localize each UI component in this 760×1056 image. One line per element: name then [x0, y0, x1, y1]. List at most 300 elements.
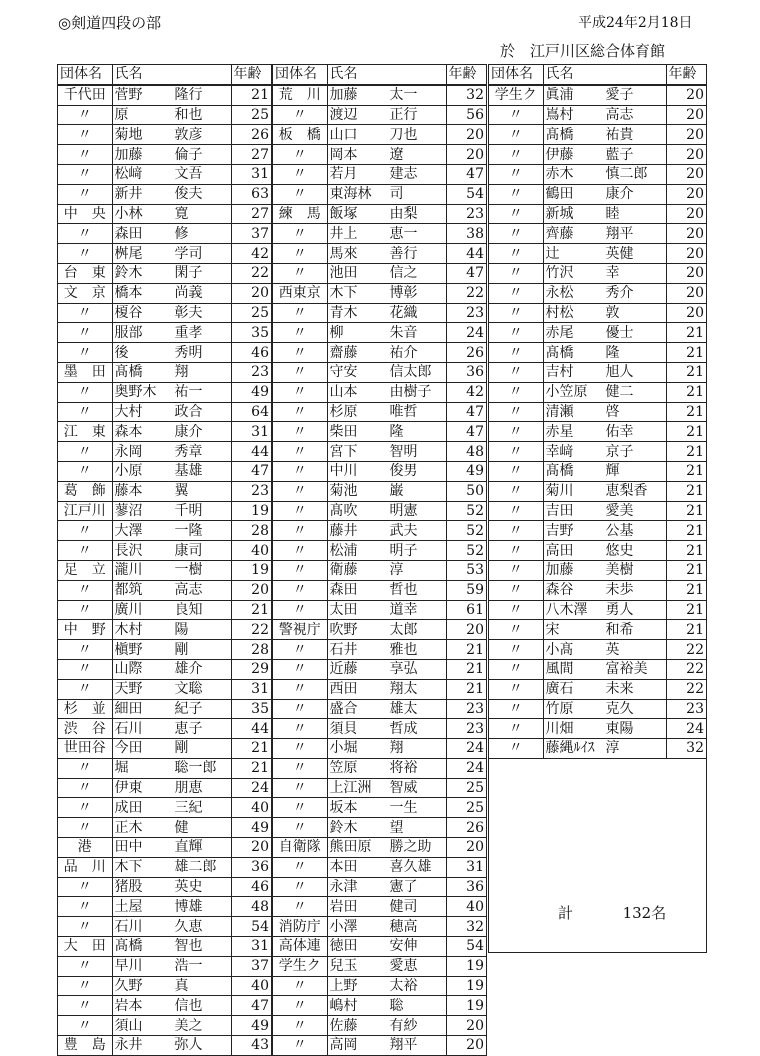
age-cell: 40 — [231, 976, 271, 996]
family-name: 竹原 — [545, 700, 574, 717]
family-name: 小原 — [114, 463, 143, 480]
given-name: 久恵 — [174, 918, 203, 935]
age-cell: 61 — [446, 600, 486, 620]
group-cell: 消防庁 — [273, 917, 327, 937]
roster-table — [58, 65, 271, 1056]
age-cell: 22 — [666, 640, 706, 660]
group-cell: 千代田 — [58, 85, 112, 105]
name-cell — [327, 917, 446, 937]
age-cell: 21 — [231, 600, 271, 620]
age-cell: 46 — [231, 877, 271, 897]
age-cell: 19 — [446, 956, 486, 976]
age-cell: 52 — [446, 501, 486, 521]
header-name: 氏名 — [543, 65, 666, 85]
name-cell — [543, 461, 666, 481]
age-cell: 29 — [231, 659, 271, 679]
table-row — [58, 778, 271, 798]
family-name: 吉野 — [545, 522, 574, 539]
age-cell: 43 — [231, 1036, 271, 1056]
given-name: 幸 — [605, 265, 620, 282]
name-cell — [112, 956, 231, 976]
family-name: 今田 — [114, 740, 143, 757]
family-name: 大澤 — [114, 522, 143, 539]
age-cell: 26 — [231, 125, 271, 145]
given-name: 藍子 — [605, 146, 634, 163]
given-name: 啓 — [605, 403, 620, 420]
group-cell: 〃 — [58, 818, 112, 838]
group-cell: 品 川 — [58, 857, 112, 877]
family-name: 井上 — [329, 225, 358, 242]
age-cell: 28 — [231, 521, 271, 541]
family-name: 木村 — [114, 621, 143, 638]
table-row — [273, 263, 486, 283]
name-cell — [112, 699, 231, 719]
name-cell — [112, 461, 231, 481]
age-cell: 24 — [231, 778, 271, 798]
table-row — [273, 1036, 486, 1056]
family-name: 小髙 — [545, 641, 574, 658]
given-name: 佑幸 — [605, 423, 634, 440]
table-row — [273, 917, 486, 937]
header-row — [489, 65, 706, 85]
name-cell — [543, 283, 666, 303]
age-cell: 52 — [446, 541, 486, 561]
family-name: 赤星 — [545, 423, 574, 440]
name-cell — [327, 659, 446, 679]
given-name: 慎二郎 — [605, 166, 648, 183]
name-cell — [327, 461, 446, 481]
table-row — [489, 85, 706, 105]
table-row — [273, 85, 486, 105]
family-name: 大村 — [114, 403, 143, 420]
table-row — [58, 501, 271, 521]
given-name: 敦 — [605, 304, 620, 321]
name-cell — [543, 362, 666, 382]
header-age: 年齢 — [231, 65, 271, 85]
family-name: 鶴田 — [545, 186, 574, 203]
group-cell: 〃 — [58, 640, 112, 660]
family-name: 菊池 — [329, 483, 358, 500]
event-venue: 於 江戸川区総合体育館 — [500, 42, 666, 60]
table-row — [273, 679, 486, 699]
family-name: 山口 — [329, 126, 358, 143]
family-name: 新井 — [114, 186, 143, 203]
family-name: 太田 — [329, 601, 358, 618]
name-cell — [327, 719, 446, 739]
age-cell: 21 — [666, 323, 706, 343]
age-cell: 20 — [666, 125, 706, 145]
family-name: 猪股 — [114, 879, 143, 896]
age-cell: 23 — [666, 699, 706, 719]
name-cell — [112, 778, 231, 798]
age-cell: 49 — [231, 382, 271, 402]
age-cell: 31 — [231, 164, 271, 184]
table-row — [58, 145, 271, 165]
header-name: 氏名 — [112, 65, 231, 85]
family-name: 都筑 — [114, 582, 143, 599]
family-name: 森田 — [329, 582, 358, 599]
family-name: 髙橋 — [114, 938, 143, 955]
name-cell — [543, 323, 666, 343]
name-cell — [327, 323, 446, 343]
name-cell — [327, 184, 446, 204]
table-row — [273, 244, 486, 264]
document-title: ◎剣道四段の部 — [58, 14, 162, 32]
given-name: 未来 — [605, 681, 634, 698]
table-row — [489, 204, 706, 224]
table-row — [58, 343, 271, 363]
given-name: 真 — [174, 978, 189, 995]
table-row — [273, 798, 486, 818]
family-name: 吹野 — [329, 621, 358, 638]
family-name: 髙橋 — [545, 463, 574, 480]
age-cell: 37 — [231, 956, 271, 976]
table-row — [273, 125, 486, 145]
given-name: 美之 — [174, 1017, 203, 1034]
name-cell — [543, 442, 666, 462]
name-cell — [112, 521, 231, 541]
group-cell: 〃 — [489, 541, 543, 561]
table-row — [273, 600, 486, 620]
name-cell — [112, 818, 231, 838]
group-cell: 港 — [58, 838, 112, 858]
given-name: 善行 — [389, 245, 418, 262]
family-name: 菊地 — [114, 126, 143, 143]
family-name: 赤尾 — [545, 324, 574, 341]
table-row — [58, 1036, 271, 1056]
age-cell: 25 — [231, 303, 271, 323]
age-cell: 47 — [446, 402, 486, 422]
name-cell — [112, 580, 231, 600]
family-name: 上江洲 — [329, 780, 372, 797]
given-name: 高志 — [605, 106, 634, 123]
given-name: 聡 — [389, 997, 404, 1014]
name-cell — [112, 640, 231, 660]
table-row — [273, 778, 486, 798]
total-row — [558, 902, 666, 923]
age-cell: 24 — [446, 758, 486, 778]
table-row — [273, 145, 486, 165]
table-row — [489, 343, 706, 363]
table-row — [58, 560, 271, 580]
age-cell: 47 — [446, 164, 486, 184]
age-cell: 23 — [231, 362, 271, 382]
age-cell: 31 — [231, 422, 271, 442]
table-row — [273, 184, 486, 204]
name-cell — [543, 184, 666, 204]
name-cell — [543, 224, 666, 244]
family-name: 藤本 — [114, 483, 143, 500]
name-cell — [112, 481, 231, 501]
family-name: 渡辺 — [329, 106, 358, 123]
name-cell — [112, 1036, 231, 1056]
given-name: 雄太 — [389, 700, 418, 717]
name-cell — [543, 244, 666, 264]
age-cell: 25 — [231, 105, 271, 125]
group-cell: 渋 谷 — [58, 719, 112, 739]
given-name: 重孝 — [174, 324, 203, 341]
table-row — [58, 204, 271, 224]
given-name: 愛恵 — [389, 958, 418, 975]
name-cell — [327, 838, 446, 858]
table-row — [273, 857, 486, 877]
age-cell: 35 — [231, 699, 271, 719]
group-cell: 〃 — [273, 798, 327, 818]
given-name: 太郎 — [389, 621, 418, 638]
age-cell: 40 — [446, 897, 486, 917]
age-cell: 21 — [446, 679, 486, 699]
name-cell — [543, 560, 666, 580]
given-name: 刀也 — [389, 126, 418, 143]
age-cell: 20 — [666, 204, 706, 224]
group-cell: 〃 — [58, 303, 112, 323]
table-row — [489, 719, 706, 739]
group-cell: 〃 — [489, 442, 543, 462]
group-cell: 〃 — [273, 778, 327, 798]
given-name: 三紀 — [174, 799, 203, 816]
table-row — [273, 323, 486, 343]
group-cell: 学生ク — [489, 85, 543, 105]
name-cell — [112, 501, 231, 521]
group-cell: 中 野 — [58, 620, 112, 640]
age-cell: 20 — [446, 1036, 486, 1056]
group-cell: 〃 — [58, 917, 112, 937]
header-name: 氏名 — [327, 65, 446, 85]
given-name: 英健 — [605, 245, 634, 262]
table-row — [489, 422, 706, 442]
table-row — [58, 1016, 271, 1036]
given-name: 健司 — [389, 898, 418, 915]
group-cell: 〃 — [489, 105, 543, 125]
given-name: 健 — [174, 819, 189, 836]
table-row — [58, 758, 271, 778]
table-row — [273, 362, 486, 382]
age-cell: 31 — [231, 679, 271, 699]
name-cell — [327, 1036, 446, 1056]
group-cell: 大 田 — [58, 937, 112, 957]
group-cell: 学生ク — [273, 956, 327, 976]
table-row — [489, 659, 706, 679]
name-cell — [327, 620, 446, 640]
table-row — [58, 125, 271, 145]
table-row — [273, 521, 486, 541]
family-name: 成田 — [114, 799, 143, 816]
roster-column-3 — [488, 64, 707, 953]
table-row — [58, 838, 271, 858]
age-cell: 35 — [231, 323, 271, 343]
name-cell — [112, 362, 231, 382]
age-cell: 21 — [666, 442, 706, 462]
given-name: 祐一 — [174, 384, 203, 401]
age-cell: 54 — [446, 184, 486, 204]
age-cell: 20 — [446, 838, 486, 858]
table-row — [58, 580, 271, 600]
table-row — [273, 937, 486, 957]
family-name: 辻 — [545, 245, 560, 262]
group-cell: 〃 — [489, 719, 543, 739]
table-row — [273, 719, 486, 739]
given-name: 由樹子 — [389, 384, 432, 401]
group-cell: 〃 — [489, 145, 543, 165]
age-cell: 20 — [666, 263, 706, 283]
age-cell: 23 — [231, 481, 271, 501]
given-name: 翼 — [174, 483, 189, 500]
group-cell: 〃 — [273, 976, 327, 996]
given-name: 明憲 — [389, 502, 418, 519]
table-row — [58, 956, 271, 976]
table-row — [58, 303, 271, 323]
given-name: 太一 — [389, 87, 418, 104]
age-cell: 25 — [446, 778, 486, 798]
name-cell — [112, 85, 231, 105]
given-name: 巌 — [389, 483, 404, 500]
roster-table — [273, 65, 486, 1056]
given-name: 和也 — [174, 106, 203, 123]
given-name: 東陽 — [605, 720, 634, 737]
age-cell: 20 — [666, 145, 706, 165]
family-name: 竹沢 — [545, 265, 574, 282]
name-cell — [543, 402, 666, 422]
name-cell — [112, 283, 231, 303]
family-name: 山際 — [114, 661, 143, 678]
given-name: 信之 — [389, 265, 418, 282]
group-cell: 〃 — [58, 976, 112, 996]
group-cell: 〃 — [58, 323, 112, 343]
group-cell: 〃 — [58, 402, 112, 422]
given-name: 文吾 — [174, 166, 203, 183]
table-row — [489, 362, 706, 382]
table-row — [58, 184, 271, 204]
family-name: 高岡 — [329, 1037, 358, 1054]
family-name: 永松 — [545, 285, 574, 302]
age-cell: 20 — [231, 838, 271, 858]
family-name: 正木 — [114, 819, 143, 836]
group-cell: 〃 — [273, 877, 327, 897]
name-cell — [327, 422, 446, 442]
group-cell: 板 橋 — [273, 125, 327, 145]
table-row — [489, 164, 706, 184]
age-cell: 23 — [446, 719, 486, 739]
group-cell: 〃 — [489, 402, 543, 422]
group-cell: 〃 — [58, 244, 112, 264]
name-cell — [327, 699, 446, 719]
age-cell: 21 — [231, 758, 271, 778]
table-row — [58, 382, 271, 402]
name-cell — [112, 244, 231, 264]
age-cell: 48 — [446, 442, 486, 462]
group-cell: 〃 — [58, 125, 112, 145]
name-cell — [112, 343, 231, 363]
name-cell — [543, 263, 666, 283]
family-name: 高田 — [545, 542, 574, 559]
given-name: 直輝 — [174, 839, 203, 856]
given-name: 敦彦 — [174, 126, 203, 143]
given-name: 高志 — [174, 582, 203, 599]
family-name: 長沢 — [114, 542, 143, 559]
name-cell — [543, 521, 666, 541]
table-row — [58, 719, 271, 739]
name-cell — [327, 481, 446, 501]
table-row — [273, 818, 486, 838]
name-cell — [327, 501, 446, 521]
table-row — [273, 204, 486, 224]
given-name: 隆 — [605, 344, 620, 361]
group-cell: 世田谷 — [58, 739, 112, 759]
age-cell: 56 — [446, 105, 486, 125]
table-row — [489, 125, 706, 145]
family-name: 須山 — [114, 1017, 143, 1034]
group-cell: 自衛隊 — [273, 838, 327, 858]
family-name: 伊東 — [114, 780, 143, 797]
table-row — [273, 699, 486, 719]
table-row — [273, 442, 486, 462]
age-cell: 63 — [231, 184, 271, 204]
table-row — [489, 402, 706, 422]
group-cell: 〃 — [489, 600, 543, 620]
age-cell: 21 — [666, 580, 706, 600]
name-cell — [112, 204, 231, 224]
group-cell: 〃 — [273, 857, 327, 877]
name-cell — [112, 897, 231, 917]
given-name: 克久 — [605, 700, 634, 717]
group-cell: 江戸川 — [58, 501, 112, 521]
name-cell — [327, 679, 446, 699]
group-cell: 〃 — [273, 1016, 327, 1036]
table-row — [58, 857, 271, 877]
given-name: 康介 — [174, 423, 203, 440]
group-cell: 〃 — [58, 461, 112, 481]
group-cell: 〃 — [273, 442, 327, 462]
group-cell: 杉 並 — [58, 699, 112, 719]
name-cell — [112, 758, 231, 778]
family-name: 田中 — [114, 839, 143, 856]
given-name: 道幸 — [389, 601, 418, 618]
name-cell — [327, 758, 446, 778]
family-name: 清瀬 — [545, 403, 574, 420]
given-name: 俊夫 — [174, 186, 203, 203]
table-row — [273, 897, 486, 917]
table-row — [58, 164, 271, 184]
group-cell: 〃 — [273, 541, 327, 561]
given-name: 閑子 — [174, 265, 203, 282]
group-cell: 〃 — [58, 382, 112, 402]
name-cell — [327, 244, 446, 264]
family-name: 廣石 — [545, 681, 574, 698]
family-name: 柴田 — [329, 423, 358, 440]
family-name: 原 — [114, 106, 129, 123]
name-cell — [543, 105, 666, 125]
given-name: 愛美 — [605, 502, 634, 519]
group-cell: 〃 — [489, 560, 543, 580]
group-cell: 葛 飾 — [58, 481, 112, 501]
family-name: 兒玉 — [329, 958, 358, 975]
group-cell: 〃 — [58, 659, 112, 679]
group-cell: 〃 — [489, 422, 543, 442]
name-cell — [112, 303, 231, 323]
family-name: 藤井 — [329, 522, 358, 539]
table-row — [58, 481, 271, 501]
given-name: 祐介 — [389, 344, 418, 361]
age-cell: 23 — [446, 699, 486, 719]
given-name: 千明 — [174, 502, 203, 519]
name-cell — [327, 85, 446, 105]
header-row — [273, 65, 486, 85]
name-cell — [112, 422, 231, 442]
family-name: 小堀 — [329, 740, 358, 757]
group-cell: 〃 — [273, 145, 327, 165]
name-cell — [112, 560, 231, 580]
given-name: 朋恵 — [174, 780, 203, 797]
